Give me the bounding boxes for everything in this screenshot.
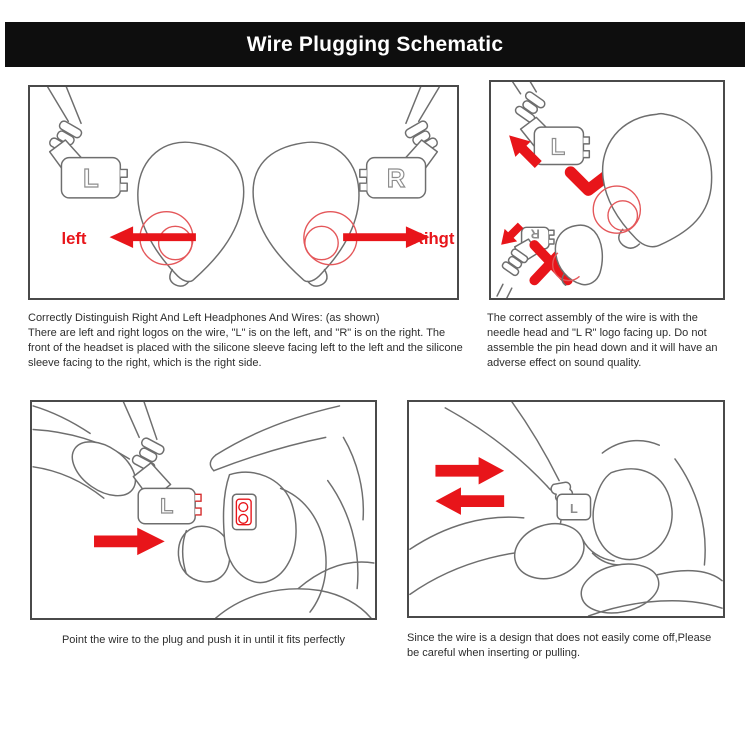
caption-push-in (30, 633, 377, 648)
left-hand (33, 406, 145, 507)
distinguish-left-right-drawing (30, 87, 457, 298)
correct-assembly-drawing (491, 82, 723, 298)
plug-label-l: L (83, 165, 99, 194)
earbud-with-socket (223, 472, 296, 582)
panel-insert-pull (407, 400, 725, 618)
fingertip (63, 431, 146, 507)
push-arrow-icon (94, 528, 165, 555)
caption-distinguish-body: There are left and right logos on the wire, "L" is on the left, and "R" is on the right. The front of the headset is placed with the silicone sleeve facing left to the left and the silicone sleeve facing to the right, which is the right side. (28, 327, 463, 369)
plug-label-r: R (386, 165, 406, 194)
left-arrow-label: left (61, 229, 87, 249)
left-plug (48, 87, 127, 198)
panel-push-in (30, 400, 377, 620)
plug-with-wire (123, 402, 201, 524)
panel-distinguish-left-right (28, 85, 459, 300)
insert-pull-drawing (409, 402, 723, 616)
earbud-shell (593, 469, 672, 560)
upper-finger (445, 402, 572, 502)
plug-label-r: R (530, 226, 540, 242)
push-in-drawing (32, 402, 375, 618)
panel-correct-assembly (489, 80, 725, 300)
plug-label-l: L (550, 133, 566, 160)
left-earbud-shell (138, 142, 244, 286)
right-earbud-shell (253, 142, 359, 286)
caption-distinguish-title: Correctly Distinguish Right And Left Headphones And Wires: (as shown) (28, 312, 380, 324)
fingertip (508, 515, 592, 587)
silicone-ear-tip (178, 526, 229, 582)
insert-arrow-icon (435, 457, 504, 484)
strain-relief (514, 90, 546, 123)
caption-distinguish (28, 311, 464, 371)
caption-correct-assembly-text: The correct assembly of the wire is with the needle head and "L R" logo facing up. Do not assemble the pin head down and it will have an adverse effect on sound quality. (487, 312, 718, 369)
caption-insert-pull-text: Since the wire is a design that does not easily come off,Please be careful when inserting or pulling. (407, 632, 712, 659)
plug-label-l: L (569, 500, 578, 516)
plug-pins-red (195, 494, 201, 515)
right-arrow-label: Rihgt (411, 229, 455, 249)
correct-earbud-shell (593, 114, 711, 249)
pull-arrow-icon (435, 487, 504, 514)
plug-pins (120, 169, 127, 191)
plug-label-l: L (160, 492, 174, 518)
caption-correct-assembly (487, 311, 727, 371)
caption-push-in-text: Point the wire to the plug and push it in until it fits perfectly (61, 634, 346, 646)
caption-insert-pull (407, 631, 721, 661)
page-title-bar (5, 22, 745, 67)
page-title: Wire Plugging Schematic (246, 32, 504, 56)
